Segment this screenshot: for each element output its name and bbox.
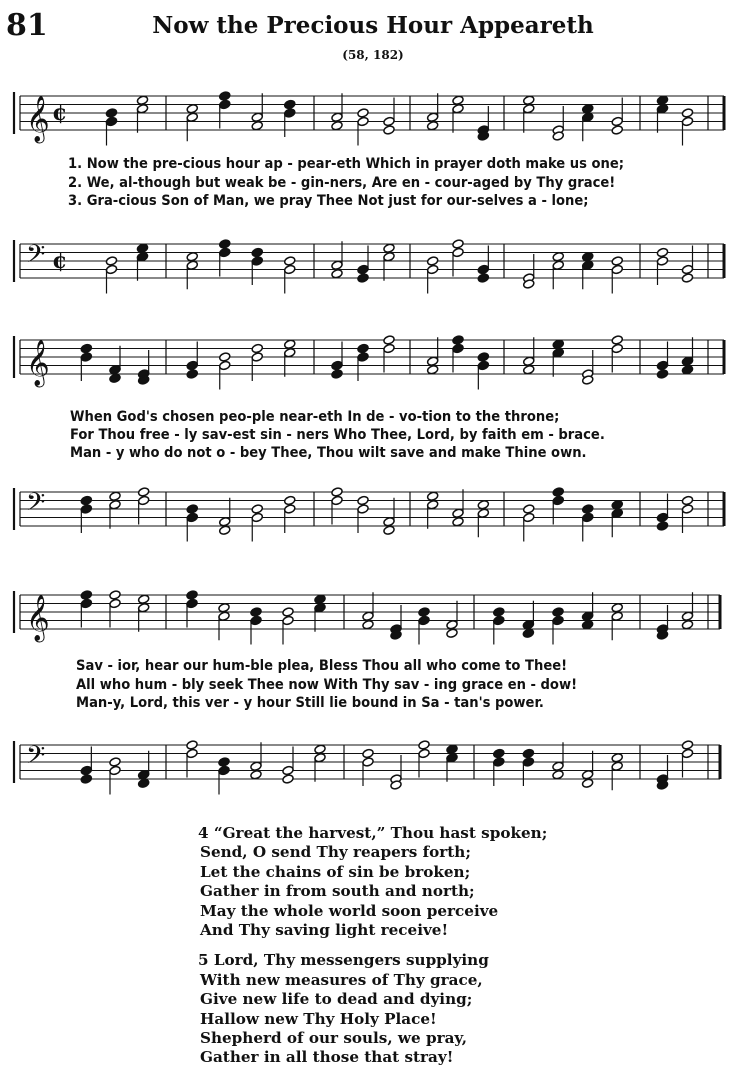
notehead — [383, 335, 395, 345]
notehead — [452, 517, 464, 527]
notehead — [105, 256, 117, 266]
notehead — [552, 339, 564, 349]
notehead — [427, 356, 439, 366]
stanza-line: Gather in all those that stray! — [200, 1048, 454, 1067]
stanza-line: 5 Lord, Thy messengers supplying — [198, 951, 489, 970]
notehead — [218, 757, 230, 767]
notehead — [109, 765, 121, 775]
notehead — [427, 256, 439, 266]
notehead — [552, 607, 564, 617]
treble-staff-2 — [20, 328, 728, 388]
notehead — [552, 252, 564, 262]
notehead — [250, 770, 262, 780]
notehead — [681, 356, 693, 366]
stanza-line: Gather in from south and north; — [200, 882, 475, 901]
stanza-line: Let the chains of sin be broken; — [200, 862, 471, 881]
notehead — [219, 352, 231, 362]
notehead — [80, 495, 92, 505]
notehead — [314, 603, 326, 613]
notehead — [218, 603, 230, 613]
notehead — [446, 753, 458, 763]
lyric-verse-1: 1. Now the pre-cious hour ap - pear-eth Which in prayer doth make us one; — [68, 155, 625, 172]
notehead — [186, 252, 198, 262]
notehead — [331, 487, 343, 497]
notehead — [383, 243, 395, 253]
notehead — [186, 112, 198, 122]
notehead — [681, 504, 693, 514]
notehead — [452, 104, 464, 114]
notehead — [582, 504, 594, 514]
notehead — [282, 607, 294, 617]
notehead — [314, 744, 326, 754]
notehead — [109, 757, 121, 767]
notehead — [105, 116, 117, 126]
bass-clef-icon: 𝄢 — [26, 741, 46, 776]
notehead — [251, 504, 263, 514]
notehead — [522, 620, 534, 630]
notehead — [383, 343, 395, 353]
treble-clef-icon: 𝄞 — [26, 595, 50, 641]
notehead — [284, 264, 296, 274]
notehead — [611, 343, 623, 353]
notehead — [493, 615, 505, 625]
notehead — [138, 770, 150, 780]
notehead — [523, 365, 535, 375]
notehead — [314, 753, 326, 763]
additional-stanzas — [198, 824, 547, 1068]
notehead — [109, 365, 121, 375]
notehead — [284, 348, 296, 358]
notehead — [136, 104, 148, 114]
notehead — [138, 603, 150, 613]
notehead — [383, 517, 395, 527]
notehead — [109, 491, 121, 501]
notehead — [493, 757, 505, 767]
notehead — [138, 495, 150, 505]
notehead — [284, 339, 296, 349]
bass-staff-2 — [20, 480, 728, 540]
notehead — [383, 125, 395, 135]
notehead — [250, 607, 262, 617]
treble-staff-3 — [20, 583, 728, 643]
notehead — [477, 264, 489, 274]
notehead — [523, 512, 535, 522]
notehead — [681, 611, 693, 621]
notehead — [105, 108, 117, 118]
notehead — [219, 360, 231, 370]
notehead — [427, 500, 439, 510]
notehead — [427, 264, 439, 274]
notehead — [681, 620, 693, 630]
notehead — [581, 611, 593, 621]
notehead — [611, 761, 623, 771]
notehead — [611, 611, 623, 621]
notehead — [681, 108, 693, 118]
stanza-line: And Thy saving light receive! — [200, 921, 449, 940]
notehead — [656, 247, 668, 257]
notehead — [331, 495, 343, 505]
notehead — [552, 615, 564, 625]
notehead — [681, 748, 693, 758]
notehead — [362, 620, 374, 630]
notehead — [138, 778, 150, 788]
notehead — [418, 607, 430, 617]
notehead — [284, 504, 296, 514]
notehead — [611, 500, 623, 510]
notehead — [611, 603, 623, 613]
notehead — [582, 112, 594, 122]
notehead — [284, 99, 296, 109]
notehead — [446, 744, 458, 754]
notehead — [357, 495, 369, 505]
treble-clef-icon: 𝄞 — [26, 340, 50, 386]
notehead — [136, 95, 148, 105]
notehead — [357, 116, 369, 126]
notehead — [357, 352, 369, 362]
notehead — [357, 273, 369, 283]
notehead — [186, 512, 198, 522]
notehead — [186, 748, 198, 758]
notehead — [383, 252, 395, 262]
notehead — [477, 500, 489, 510]
stanza-5 — [198, 951, 547, 1067]
stanza-line: May the whole world soon perceive — [200, 901, 499, 920]
notehead — [656, 512, 668, 522]
bass-clef-icon: 𝄢 — [26, 488, 46, 523]
lyric-verse-3: 3. Gra-cious Son of Man, we pray Thee Not just for our-selves a - lone; — [68, 192, 589, 209]
notehead — [331, 269, 343, 279]
notehead — [611, 125, 623, 135]
notehead — [452, 247, 464, 257]
notehead — [357, 343, 369, 353]
notehead — [681, 273, 693, 283]
notehead — [656, 104, 668, 114]
notehead — [105, 264, 117, 274]
notehead — [357, 504, 369, 514]
notehead — [383, 116, 395, 126]
notehead — [362, 611, 374, 621]
notehead — [138, 487, 150, 497]
notehead — [523, 95, 535, 105]
notehead — [219, 517, 231, 527]
notehead — [282, 615, 294, 625]
notehead — [681, 740, 693, 750]
notehead — [582, 260, 594, 270]
notehead — [681, 264, 693, 274]
notehead — [331, 112, 343, 122]
hymn-number: 81 — [6, 8, 48, 43]
notehead — [582, 512, 594, 522]
stanza-line: 4 “Great the harvest,” Thou hast spoken; — [198, 824, 548, 842]
notehead — [656, 521, 668, 531]
notehead — [523, 356, 535, 366]
notehead — [493, 607, 505, 617]
notehead — [80, 352, 92, 362]
notehead — [522, 757, 534, 767]
notehead — [282, 765, 294, 775]
bass-clef-icon: 𝄢 — [26, 240, 46, 275]
bass-staff-3 — [20, 733, 728, 793]
notehead — [523, 104, 535, 114]
notehead — [136, 252, 148, 262]
lyric-verse-2: For Thou free - ly sav-est sin - ners Who Thee, Lord, by faith em - brace. — [70, 426, 605, 443]
notehead — [219, 525, 231, 535]
notehead — [452, 95, 464, 105]
notehead — [446, 628, 458, 638]
notehead — [582, 104, 594, 114]
notehead — [611, 256, 623, 266]
notehead — [552, 487, 564, 497]
bass-staff-1 — [20, 232, 728, 292]
notehead — [284, 108, 296, 118]
notehead — [284, 495, 296, 505]
stanza-line: Send, O send Thy reapers forth; — [200, 843, 471, 862]
notehead — [357, 108, 369, 118]
notehead — [418, 740, 430, 750]
notehead — [362, 748, 374, 758]
notehead — [284, 256, 296, 266]
notehead — [331, 121, 343, 131]
notehead — [109, 500, 121, 510]
notehead — [611, 508, 623, 518]
notehead — [80, 590, 92, 600]
notehead — [477, 360, 489, 370]
lyric-verse-2: 2. We, al-though but weak be - gin-ners, Are en - cour-aged by Thy grace! — [68, 174, 616, 191]
notehead — [219, 239, 231, 249]
notehead — [446, 620, 458, 630]
notehead — [362, 757, 374, 767]
notehead — [611, 753, 623, 763]
tune-reference: (58, 182) — [342, 48, 404, 62]
notehead — [552, 770, 564, 780]
notehead — [251, 343, 263, 353]
notehead — [251, 247, 263, 257]
notehead — [186, 504, 198, 514]
cut-time-icon: ¢ — [52, 248, 68, 274]
stanza-4 — [198, 824, 547, 940]
notehead — [452, 508, 464, 518]
notehead — [251, 352, 263, 362]
treble-clef-icon: 𝄞 — [26, 96, 50, 142]
notehead — [250, 615, 262, 625]
lyric-verse-3: Man - y who do not o - bey Thee, Thou wilt save and make Thine own. — [70, 444, 587, 461]
notehead — [251, 112, 263, 122]
stanza-line: Hallow new Thy Holy Place! — [200, 1009, 437, 1028]
notehead — [552, 260, 564, 270]
notehead — [477, 508, 489, 518]
lyric-verse-2: All who hum - bly seek Thee now With Thy sav - ing grace en - dow! — [76, 676, 578, 693]
notehead — [452, 343, 464, 353]
notehead — [656, 369, 668, 379]
notehead — [109, 598, 121, 608]
notehead — [418, 615, 430, 625]
stanza-line: With new measures of Thy grace, — [200, 970, 483, 989]
notehead — [477, 273, 489, 283]
notehead — [656, 256, 668, 266]
notehead — [186, 260, 198, 270]
notehead — [383, 525, 395, 535]
hymn-title: Now the Precious Hour Appeareth — [152, 12, 594, 39]
stanza-line: Give new life to dead and dying; — [200, 990, 473, 1009]
treble-staff-1 — [20, 84, 728, 144]
notehead — [251, 121, 263, 131]
notehead — [522, 628, 534, 638]
notehead — [80, 504, 92, 514]
notehead — [80, 598, 92, 608]
notehead — [186, 369, 198, 379]
notehead — [427, 121, 439, 131]
notehead — [357, 264, 369, 274]
notehead — [452, 335, 464, 345]
notehead — [186, 590, 198, 600]
notehead — [219, 99, 231, 109]
notehead — [136, 243, 148, 253]
notehead — [251, 512, 263, 522]
notehead — [681, 495, 693, 505]
notehead — [331, 360, 343, 370]
lyric-verse-1: Sav - ior, hear our hum-ble plea, Bless Thou all who come to Thee! — [76, 657, 568, 674]
notehead — [427, 365, 439, 375]
notehead — [186, 360, 198, 370]
notehead — [314, 594, 326, 604]
notehead — [427, 491, 439, 501]
notehead — [186, 104, 198, 114]
notehead — [611, 335, 623, 345]
notehead — [218, 765, 230, 775]
notehead — [109, 373, 121, 383]
notehead — [681, 116, 693, 126]
notehead — [581, 770, 593, 780]
notehead — [418, 748, 430, 758]
notehead — [552, 348, 564, 358]
notehead — [681, 365, 693, 375]
notehead — [218, 611, 230, 621]
notehead — [80, 765, 92, 775]
lyric-verse-3: Man-y, Lord, this ver - y hour Still lie bound in Sa - tan's power. — [76, 694, 544, 711]
notehead — [186, 598, 198, 608]
notehead — [581, 778, 593, 788]
notehead — [452, 239, 464, 249]
cut-time-icon: ¢ — [52, 100, 68, 126]
notehead — [582, 252, 594, 262]
notehead — [331, 260, 343, 270]
notehead — [656, 360, 668, 370]
notehead — [427, 112, 439, 122]
notehead — [109, 590, 121, 600]
notehead — [219, 247, 231, 257]
notehead — [611, 116, 623, 126]
notehead — [581, 620, 593, 630]
notehead — [656, 95, 668, 105]
notehead — [523, 504, 535, 514]
stanza-line: Shepherd of our souls, we pray, — [200, 1029, 468, 1048]
notehead — [552, 495, 564, 505]
notehead — [251, 256, 263, 266]
notehead — [611, 264, 623, 274]
notehead — [493, 748, 505, 758]
notehead — [250, 761, 262, 771]
notehead — [552, 761, 564, 771]
notehead — [186, 740, 198, 750]
notehead — [522, 748, 534, 758]
notehead — [80, 343, 92, 353]
notehead — [219, 91, 231, 101]
notehead — [477, 352, 489, 362]
notehead — [80, 774, 92, 784]
notehead — [138, 594, 150, 604]
lyric-verse-1: When God's chosen peo-ple near-eth In de - vo-tion to the throne; — [70, 408, 560, 425]
notehead — [331, 369, 343, 379]
notehead — [282, 774, 294, 784]
